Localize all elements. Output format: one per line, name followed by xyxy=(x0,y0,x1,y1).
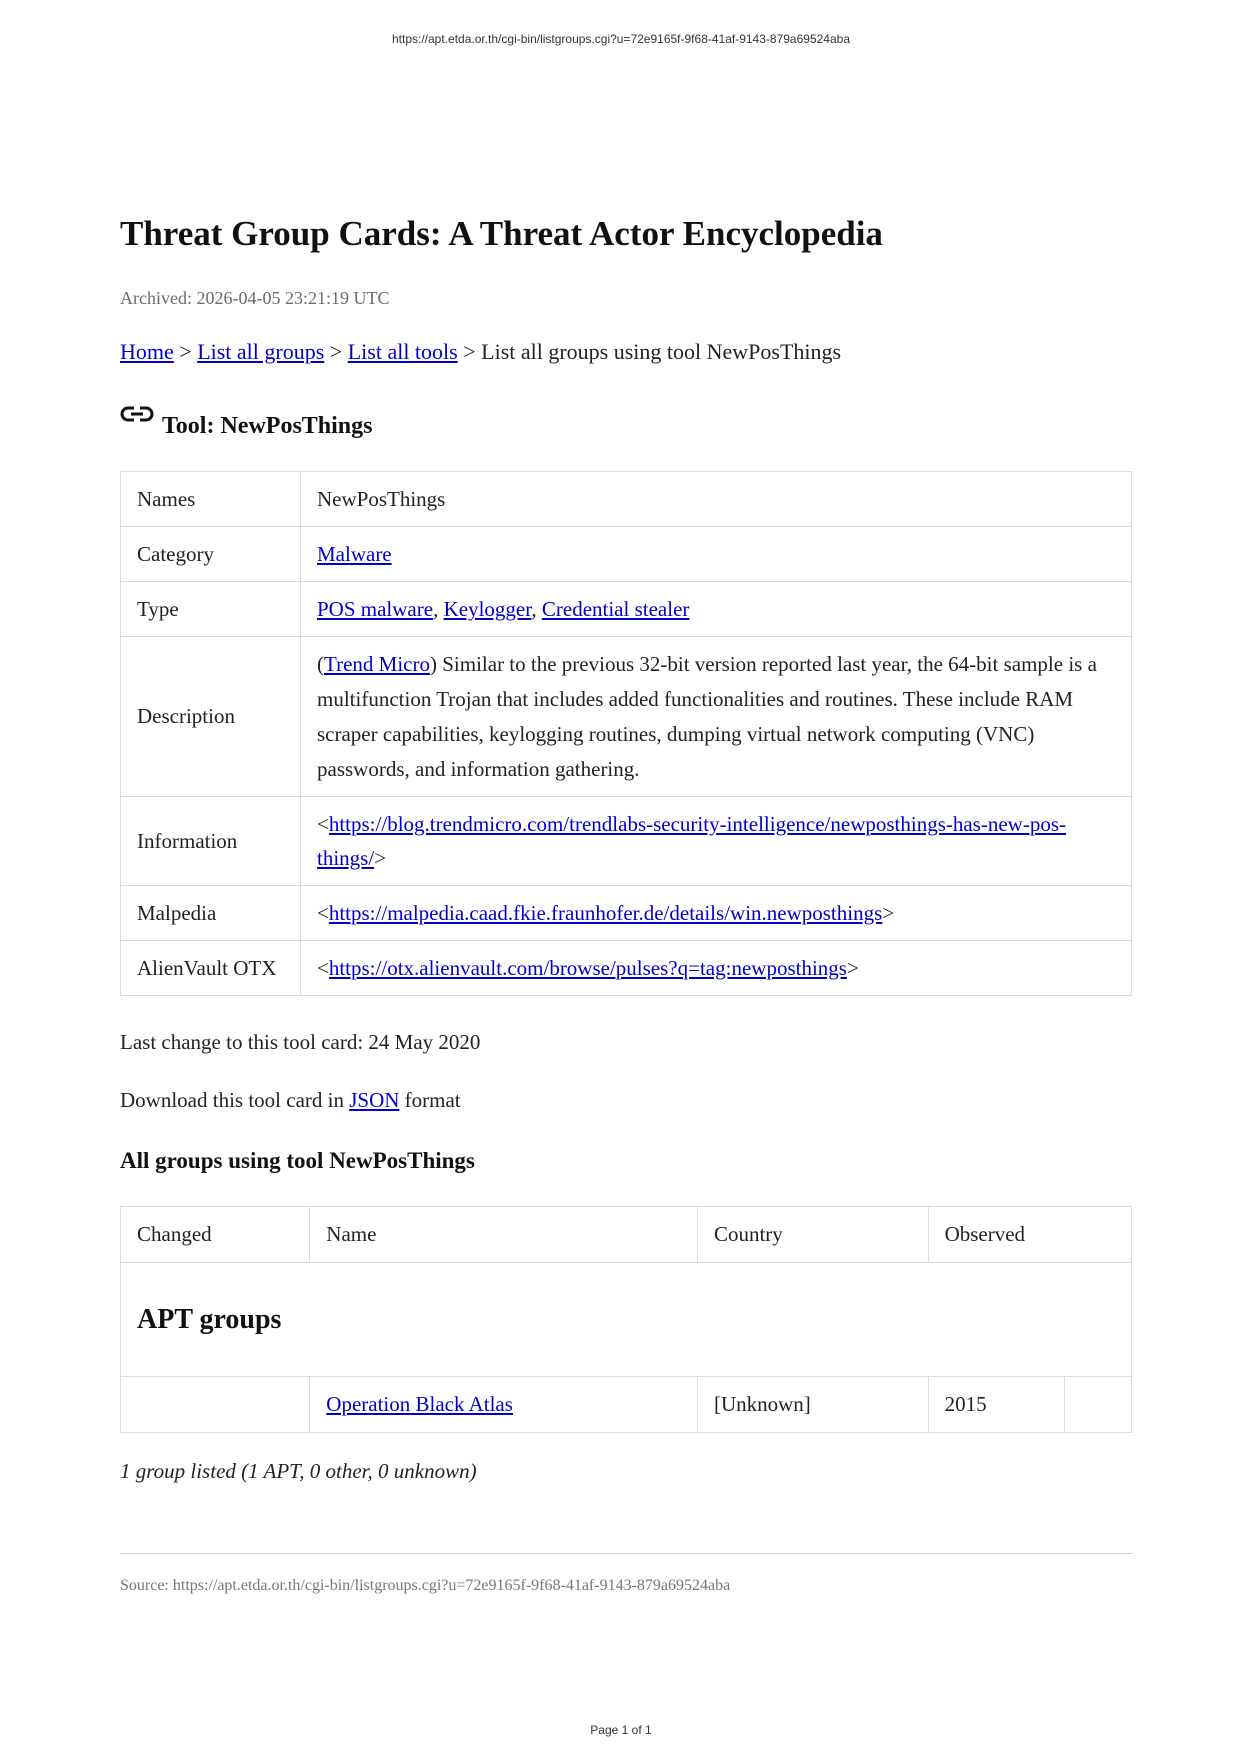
malpedia-value xyxy=(301,886,1132,941)
information-label: Information xyxy=(121,797,301,886)
breadcrumb-tools-link[interactable]: List all tools xyxy=(347,339,458,364)
page-title: Threat Group Cards: A Threat Actor Encyclopedia xyxy=(120,214,883,253)
description-paren: ( xyxy=(317,651,324,676)
breadcrumb-separator: > xyxy=(324,339,348,364)
table-row xyxy=(121,527,1132,582)
section-apt-groups: APT groups xyxy=(121,1263,1132,1377)
section-row xyxy=(121,1263,1132,1377)
json-download-link[interactable]: JSON xyxy=(349,1088,400,1112)
angle-open: < xyxy=(317,812,329,836)
footer-divider xyxy=(120,1553,1132,1554)
cell-country: [Unknown] xyxy=(697,1377,928,1433)
type-keylogger-link[interactable]: Keylogger xyxy=(443,596,532,621)
group-link-operation-black-atlas[interactable]: Operation Black Atlas xyxy=(326,1392,513,1416)
description-source-link[interactable]: Trend Micro xyxy=(324,651,430,676)
type-credential-stealer-link[interactable]: Credential stealer xyxy=(541,596,690,621)
page-url-header: https://apt.etda.or.th/cgi-bin/listgroups.cgi?u=72e9165f-9f68-41af-9143-879a69524aba xyxy=(391,32,850,46)
type-label: Type xyxy=(121,582,301,637)
names-label: Names xyxy=(121,472,301,527)
table-row xyxy=(121,472,1132,527)
angle-open: < xyxy=(317,955,329,980)
cell-changed xyxy=(121,1377,310,1433)
groups-table xyxy=(120,1206,1132,1433)
description-value xyxy=(301,637,1132,797)
otx-label: AlienVault OTX xyxy=(121,941,301,996)
header-name: Name xyxy=(310,1207,698,1263)
download-prefix: Download this tool card in xyxy=(120,1088,350,1112)
cell-name xyxy=(310,1377,698,1433)
angle-close: > xyxy=(846,955,859,980)
description-text: ) Similar to the previous 32-bit version reported last year, the 64-bit sample is a multifunction Trojan that includes added functionalities and routines. These include RAM scraper capabilities, keylogging routines, dumping virtual network computing (VNC) passwords, and information gathering. xyxy=(317,651,1097,781)
archived-timestamp: Archived: 2026-04-05 23:21:19 UTC xyxy=(120,288,390,308)
malpedia-label: Malpedia xyxy=(121,886,301,941)
names-value: NewPosThings xyxy=(301,472,1132,527)
table-row xyxy=(121,1377,1132,1433)
header-country: Country xyxy=(697,1207,928,1263)
type-value xyxy=(301,582,1132,637)
category-label: Category xyxy=(121,527,301,582)
breadcrumb-separator: > xyxy=(173,339,198,364)
tool-heading xyxy=(120,404,373,448)
otx-link[interactable]: https://otx.alienvault.com/browse/pulses?q=tag:newposthings xyxy=(328,955,847,980)
information-link[interactable]: https://blog.trendmicro.com/trendlabs-security-intelligence/newposthings-has-new-pos-things/ xyxy=(317,812,1066,870)
angle-close: > xyxy=(882,900,895,925)
header-changed: Changed xyxy=(121,1207,310,1263)
table-row xyxy=(121,582,1132,637)
information-value xyxy=(301,797,1132,886)
download-line xyxy=(120,1088,461,1113)
groups-heading: All groups using tool NewPosThings xyxy=(120,1148,475,1173)
tool-info-table xyxy=(120,471,1132,996)
table-row xyxy=(121,637,1132,797)
otx-value xyxy=(301,941,1132,996)
breadcrumb-current: List all groups using tool NewPosThings xyxy=(481,339,842,364)
breadcrumb-separator: > xyxy=(457,339,482,364)
angle-open: < xyxy=(317,900,329,925)
last-change-text: Last change to this tool card: 24 May 2020 xyxy=(120,1030,481,1054)
category-value xyxy=(301,527,1132,582)
category-malware-link[interactable]: Malware xyxy=(317,541,392,566)
download-suffix: format xyxy=(399,1088,461,1112)
link-icon xyxy=(120,404,156,428)
breadcrumb-groups-link[interactable]: List all groups xyxy=(197,339,325,364)
table-row xyxy=(121,941,1132,996)
table-header-row xyxy=(121,1207,1132,1263)
breadcrumb xyxy=(120,339,841,365)
angle-close: > xyxy=(374,846,387,870)
groups-summary: 1 group listed (1 APT, 0 other, 0 unknown) xyxy=(120,1459,477,1483)
breadcrumb-home-link[interactable]: Home xyxy=(120,339,174,364)
header-observed: Observed xyxy=(928,1207,1131,1263)
type-separator: , xyxy=(433,596,444,621)
description-label: Description xyxy=(121,637,301,797)
tool-heading-text: Tool: NewPosThings xyxy=(162,413,373,439)
type-separator: , xyxy=(531,596,542,621)
table-row xyxy=(121,886,1132,941)
table-row xyxy=(121,797,1132,886)
type-pos-malware-link[interactable]: POS malware xyxy=(317,596,434,621)
cell-observed: 2015 xyxy=(928,1377,1064,1433)
cell-extra xyxy=(1064,1377,1132,1433)
malpedia-link[interactable]: https://malpedia.caad.fkie.fraunhofer.de/details/win.newposthings xyxy=(328,900,883,925)
source-url: Source: https://apt.etda.or.th/cgi-bin/listgroups.cgi?u=72e9165f-9f68-41af-9143-879a69524aba xyxy=(120,1577,731,1594)
page-number: Page 1 of 1 xyxy=(590,1723,652,1737)
